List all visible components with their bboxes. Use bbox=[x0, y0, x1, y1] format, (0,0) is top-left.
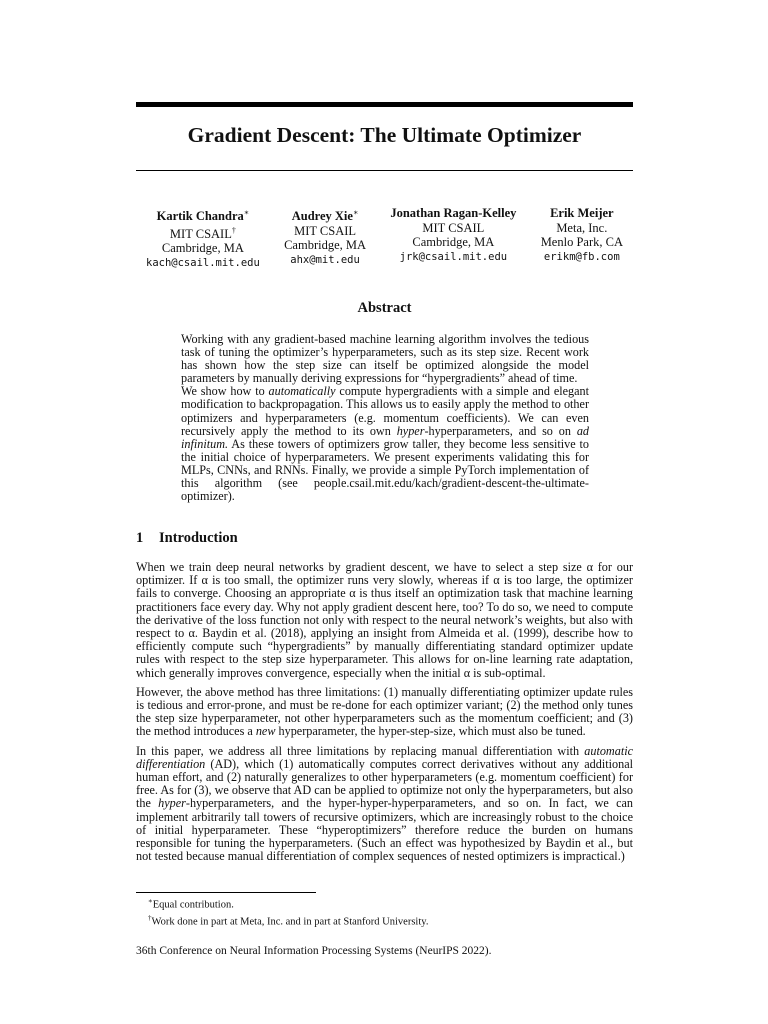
paper-title: Gradient Descent: The Ultimate Optimizer bbox=[187, 123, 582, 147]
abstract-heading: Abstract bbox=[357, 300, 412, 316]
text-run: hyperparameter, the hyper-step-size, which must also be tuned. bbox=[275, 724, 586, 739]
text-run: -hyperparameters, and the hyper-hyper-hyperparameters, and so on. In fact, we can implement arbitrarily tall towers of recursive optimizers, which are increasingly robust to the choice of initial hyperparameter. These “hyperoptimizers” therefore reduce the burden on humans responsible for tuning the hyperparameters. (Such an effect was hypothesized by Baydin et al., but not tested because manual differentiation of complex sequences of nested optimizers is impractical.) bbox=[136, 796, 633, 864]
footnote-mark: † bbox=[148, 913, 152, 922]
author-email: erikm@fb.com bbox=[543, 250, 620, 263]
author-name: Kartik Chandra bbox=[156, 209, 244, 224]
section-title: Introduction bbox=[159, 530, 238, 546]
text-run: (AD), which (1) automatically computes correct derivatives without any additional human effort, and (2) naturally generalizes to other hyperparameters (e.g. momentum coefficient) for free. As for (3), we observe that AD can be applied to optimize not only the hyperparameters, but also the bbox=[136, 756, 633, 811]
author-name: Jonathan Ragan-Kelley bbox=[390, 206, 517, 220]
author-mark: ∗ bbox=[352, 208, 359, 217]
text-run: compute hypergradients with a simple and elegant modification to backpropagation. This allows us to easily apply the method to other optimizers and hyperparameters (e.g. momentum coefficients). We can even recursively apply the method to its own bbox=[181, 384, 590, 438]
text-run: -hyperparameters, and so on bbox=[424, 423, 577, 438]
footnote-text: Equal contribution. bbox=[152, 899, 234, 911]
section-heading bbox=[136, 530, 633, 547]
emphasis: automatic differentiation bbox=[136, 743, 633, 771]
author-email: kach@csail.mit.edu bbox=[146, 256, 260, 269]
author-affiliation: MIT CSAIL bbox=[422, 220, 485, 235]
text-run: However, the above method has three limitations: (1) manually differentiating optimizer update rules is tedious and error-prone, and must be re-done for each optimizer variant; (2) the method only tunes the step size hyperparameter, not other hyperparameters such as the momentum coefficient; and (3) the method introduces a bbox=[136, 684, 633, 739]
body-paragraph bbox=[136, 745, 633, 864]
author-block bbox=[136, 206, 633, 270]
body-paragraph bbox=[136, 686, 633, 739]
emphasis: hyper bbox=[396, 423, 425, 438]
author-name: Audrey Xie bbox=[291, 209, 353, 224]
author-name: Erik Meijer bbox=[550, 206, 614, 220]
author-location: Cambridge, MA bbox=[161, 241, 244, 256]
section-number: 1 bbox=[136, 530, 144, 546]
affiliation-mark: † bbox=[231, 225, 236, 235]
author-affiliation: Meta, Inc. bbox=[556, 220, 608, 235]
conference-note: 36th Conference on Neural Information Processing Systems (NeurIPS 2022). bbox=[136, 945, 492, 957]
title-bottom-rule bbox=[136, 170, 633, 171]
text-run: As these towers of optimizers grow taller, they become less sensitive to the initial choice of hyperparameters. We present experiments validating this for MLPs, CNNs, and RNNs. Finally, we provide a simple PyTorch implementation of this algorithm (see people.csail.mit.edu/kach/gradient-descent-the-ultimate-optimizer). bbox=[181, 436, 589, 504]
footnote bbox=[148, 895, 633, 912]
footnote-text: Work done in part at Meta, Inc. and in part at Stanford University. bbox=[151, 916, 429, 927]
author-4 bbox=[541, 206, 623, 270]
author-3 bbox=[390, 206, 516, 270]
author-2 bbox=[284, 206, 366, 270]
footnote-rule bbox=[136, 892, 316, 893]
title-top-rule bbox=[136, 102, 633, 107]
author-email: jrk@csail.mit.edu bbox=[399, 250, 508, 263]
footnote-mark: ∗ bbox=[148, 897, 153, 905]
author-1 bbox=[146, 206, 260, 270]
abstract-text bbox=[181, 333, 589, 503]
text-run: In this paper, we address all three limitations by replacing manual differentiation with bbox=[136, 743, 585, 758]
emphasis: ad infinitum. bbox=[181, 423, 590, 451]
author-email: ahx@mit.edu bbox=[290, 253, 360, 266]
footnote bbox=[148, 912, 633, 929]
author-location: Cambridge, MA bbox=[284, 238, 367, 253]
emphasis: new bbox=[255, 724, 276, 739]
text-run: We show how to bbox=[181, 384, 269, 399]
body-text bbox=[136, 561, 633, 869]
emphasis: hyper bbox=[158, 796, 186, 811]
author-location: Cambridge, MA bbox=[412, 235, 495, 249]
author-mark: ∗ bbox=[243, 208, 250, 217]
abstract-paragraph: Working with any gradient-based machine learning algorithm involves the tedious task of tuning the optimizer’s hyperparameters, such as its step size. Recent work has shown how the step size can itself be optimized alongside the model parameters by manually deriving expressions for “hypergradients” ahead of time. bbox=[181, 332, 589, 386]
footnotes bbox=[148, 895, 633, 928]
author-affiliation: MIT CSAIL bbox=[169, 226, 232, 241]
author-location: Menlo Park, CA bbox=[540, 235, 623, 249]
body-paragraph: When we train deep neural networks by gradient descent, we have to select a step size α for our optimizer. If α is too small, the optimizer runs very slowly, whereas if α is too large, the optimizer fails to converge. Choosing an appropriate α is thus itself an optimization task that machine learning practitioners face every day. Why not apply gradient descent here, too? To do so, we need to compute the derivative of the loss function not only with respect to the neural network’s weights, but also with respect to α. Baydin et al. (2018), applying an insight from Almeida et al. (1999), describe how to efficiently compute such “hypergradients” by manually differentiating standard optimizer update rules with respect to the step size hyperparameter. This allows for on-line learning rate adaptation, which generally improves convergence, especially when the initial α is sub-optimal. bbox=[136, 560, 633, 680]
abstract-paragraph bbox=[181, 385, 589, 503]
emphasis: automatically bbox=[268, 384, 336, 399]
author-affiliation: MIT CSAIL bbox=[294, 223, 357, 238]
